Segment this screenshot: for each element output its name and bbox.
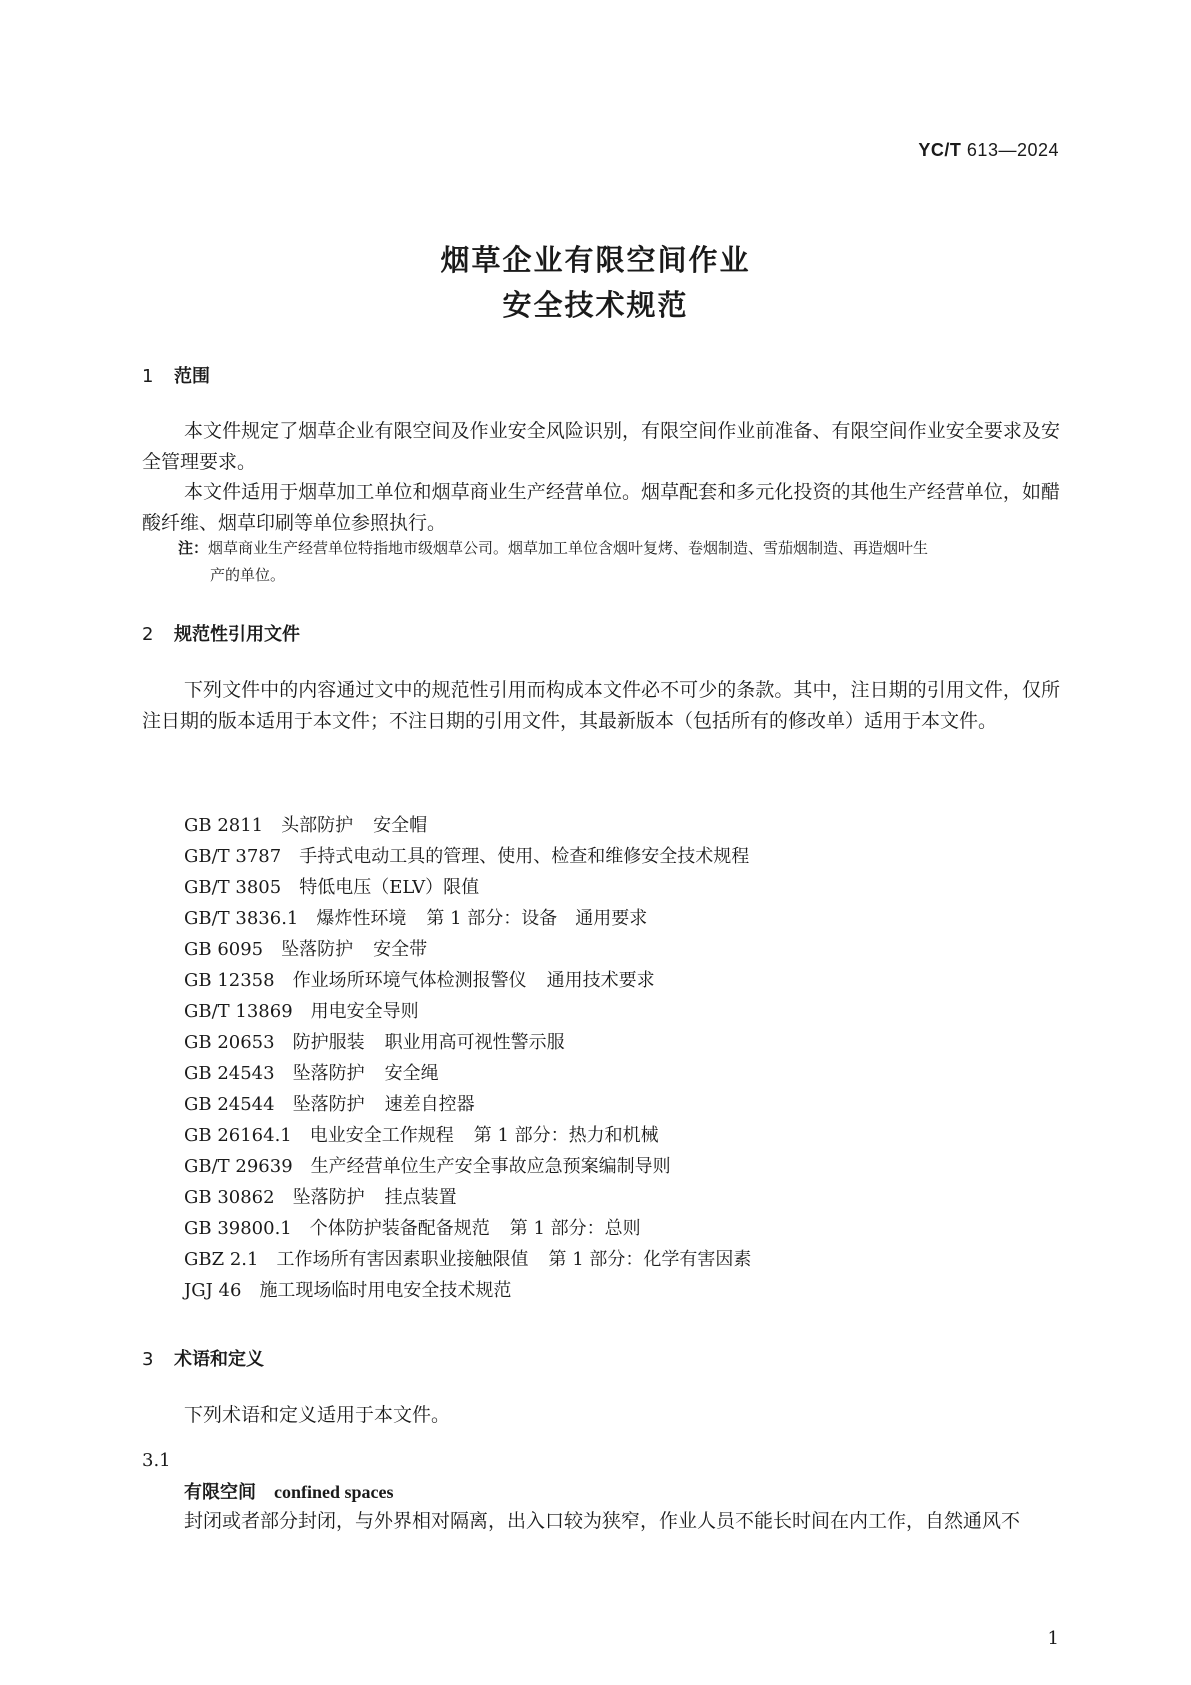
term-number: 3.1 bbox=[142, 1450, 171, 1471]
reference-code: GB 30862 bbox=[184, 1187, 275, 1208]
reference-item bbox=[184, 1182, 769, 1213]
reference-item bbox=[184, 965, 769, 996]
reference-code: GB/T 29639 bbox=[184, 1156, 293, 1177]
reference-title: 头部防护 bbox=[281, 815, 354, 836]
reference-code: GB 20653 bbox=[184, 1032, 275, 1053]
reference-title: 作业场所环境气体检测报警仪 bbox=[292, 970, 527, 991]
section-3-intro: 下列术语和定义适用于本文件。 bbox=[184, 1404, 451, 1426]
reference-title: 坠落防护 bbox=[281, 939, 354, 960]
reference-code: GB 26164.1 bbox=[184, 1125, 292, 1146]
reference-item bbox=[184, 903, 769, 934]
reference-subtitle: 速差自控器 bbox=[384, 1094, 475, 1115]
page-number: 1 bbox=[1047, 1628, 1059, 1649]
section-1-number: 1 bbox=[142, 366, 154, 387]
reference-code: GB/T 13869 bbox=[184, 1001, 293, 1022]
section-3-number: 3 bbox=[142, 1349, 154, 1370]
reference-subtitle: 第 1 部分：化学有害因素 bbox=[548, 1249, 752, 1270]
reference-item bbox=[184, 810, 769, 841]
reference-item bbox=[184, 1027, 769, 1058]
document-title bbox=[0, 238, 1191, 328]
reference-code: GB 6095 bbox=[184, 939, 264, 960]
reference-title: 手持式电动工具的管理、使用、检查和维修安全技术规程 bbox=[299, 846, 750, 867]
reference-code: GB 39800.1 bbox=[184, 1218, 292, 1239]
reference-title: 施工现场临时用电安全技术规范 bbox=[259, 1280, 512, 1301]
section-1-heading bbox=[142, 362, 210, 388]
note-line-2: 产的单位。 bbox=[210, 566, 286, 584]
section-2-heading bbox=[142, 620, 300, 646]
reference-code: GB 12358 bbox=[184, 970, 275, 991]
reference-title: 防护服装 bbox=[292, 1032, 365, 1053]
section-3-heading bbox=[142, 1345, 264, 1371]
title-line-2: 安全技术规范 bbox=[502, 288, 689, 322]
reference-item bbox=[184, 1120, 769, 1151]
standard-code-prefix: YC/T bbox=[918, 140, 962, 160]
normative-references-list bbox=[184, 810, 769, 1306]
reference-subtitle: 通用技术要求 bbox=[546, 970, 655, 991]
reference-title: 个体防护装备配备规范 bbox=[309, 1218, 490, 1239]
reference-subtitle: 安全帽 bbox=[373, 815, 428, 836]
title-line-1: 烟草企业有限空间作业 bbox=[440, 243, 751, 277]
reference-item bbox=[184, 1058, 769, 1089]
term-english: confined spaces bbox=[274, 1482, 394, 1502]
reference-title: 爆炸性环境 bbox=[316, 908, 407, 929]
section-1-note bbox=[178, 535, 1060, 589]
reference-subtitle: 第 1 部分：总则 bbox=[509, 1218, 641, 1239]
reference-title: 工作场所有害因素职业接触限值 bbox=[276, 1249, 529, 1270]
term-chinese: 有限空间 bbox=[184, 1482, 256, 1503]
section-2-title: 规范性引用文件 bbox=[174, 624, 300, 645]
reference-title: 坠落防护 bbox=[292, 1187, 365, 1208]
reference-item bbox=[184, 1244, 769, 1275]
reference-item bbox=[184, 1275, 769, 1306]
section-1-paragraph-1: 本文件规定了烟草企业有限空间及作业安全风险识别，有限空间作业前准备、有限空间作业安全要求及安全管理要求。 bbox=[142, 420, 1060, 473]
reference-code: GB/T 3836.1 bbox=[184, 908, 299, 929]
reference-item bbox=[184, 996, 769, 1027]
reference-title: 生产经营单位生产安全事故应急预案编制导则 bbox=[310, 1156, 671, 1177]
standard-code-number: 613—2024 bbox=[966, 140, 1059, 160]
reference-title: 特低电压（ELV）限值 bbox=[299, 877, 480, 898]
reference-code: GB 24544 bbox=[184, 1094, 275, 1115]
term-definition: 封闭或者部分封闭，与外界相对隔离，出入口较为狭窄，作业人员不能长时间在内工作，自然通风不 bbox=[184, 1510, 1021, 1532]
reference-item bbox=[184, 1089, 769, 1120]
term-heading bbox=[184, 1478, 394, 1504]
reference-subtitle: 第 1 部分：热力和机械 bbox=[473, 1125, 659, 1146]
reference-subtitle: 职业用高可视性警示服 bbox=[384, 1032, 565, 1053]
reference-item bbox=[184, 841, 769, 872]
section-1-paragraph-2: 本文件适用于烟草加工单位和烟草商业生产经营单位。烟草配套和多元化投资的其他生产经营单位，如醋酸纤维、烟草印刷等单位参照执行。 bbox=[142, 481, 1060, 534]
reference-code: JGJ 46 bbox=[184, 1280, 242, 1301]
note-line-1: 烟草商业生产经营单位特指地市级烟草公司。烟草加工单位含烟叶复烤、卷烟制造、雪茄烟制造、再造烟叶生 bbox=[208, 539, 929, 557]
reference-item bbox=[184, 934, 769, 965]
reference-title: 坠落防护 bbox=[292, 1063, 365, 1084]
reference-title: 用电安全导则 bbox=[310, 1001, 419, 1022]
section-2-intro: 下列文件中的内容通过文中的规范性引用而构成本文件必不可少的条款。其中，注日期的引用文件，仅所注日期的版本适用于本文件；不注日期的引用文件，其最新版本（包括所有的修改单）适用于本文件。 bbox=[142, 679, 1060, 732]
reference-item bbox=[184, 1151, 769, 1182]
note-label: 注： bbox=[178, 539, 209, 557]
reference-subtitle: 安全带 bbox=[373, 939, 428, 960]
section-3-title: 术语和定义 bbox=[174, 1349, 264, 1370]
section-1-title: 范围 bbox=[174, 366, 210, 387]
reference-code: GBZ 2.1 bbox=[184, 1249, 259, 1270]
reference-subtitle: 第 1 部分：设备 通用要求 bbox=[426, 908, 648, 929]
section-2-number: 2 bbox=[142, 624, 154, 645]
reference-title: 电业安全工作规程 bbox=[309, 1125, 454, 1146]
reference-subtitle: 安全绳 bbox=[384, 1063, 439, 1084]
reference-code: GB 2811 bbox=[184, 815, 264, 836]
standard-code bbox=[918, 140, 1059, 161]
reference-item bbox=[184, 872, 769, 903]
reference-subtitle: 挂点装置 bbox=[384, 1187, 457, 1208]
reference-code: GB/T 3787 bbox=[184, 846, 282, 867]
reference-code: GB 24543 bbox=[184, 1063, 275, 1084]
reference-code: GB/T 3805 bbox=[184, 877, 282, 898]
reference-item bbox=[184, 1213, 769, 1244]
reference-title: 坠落防护 bbox=[292, 1094, 365, 1115]
